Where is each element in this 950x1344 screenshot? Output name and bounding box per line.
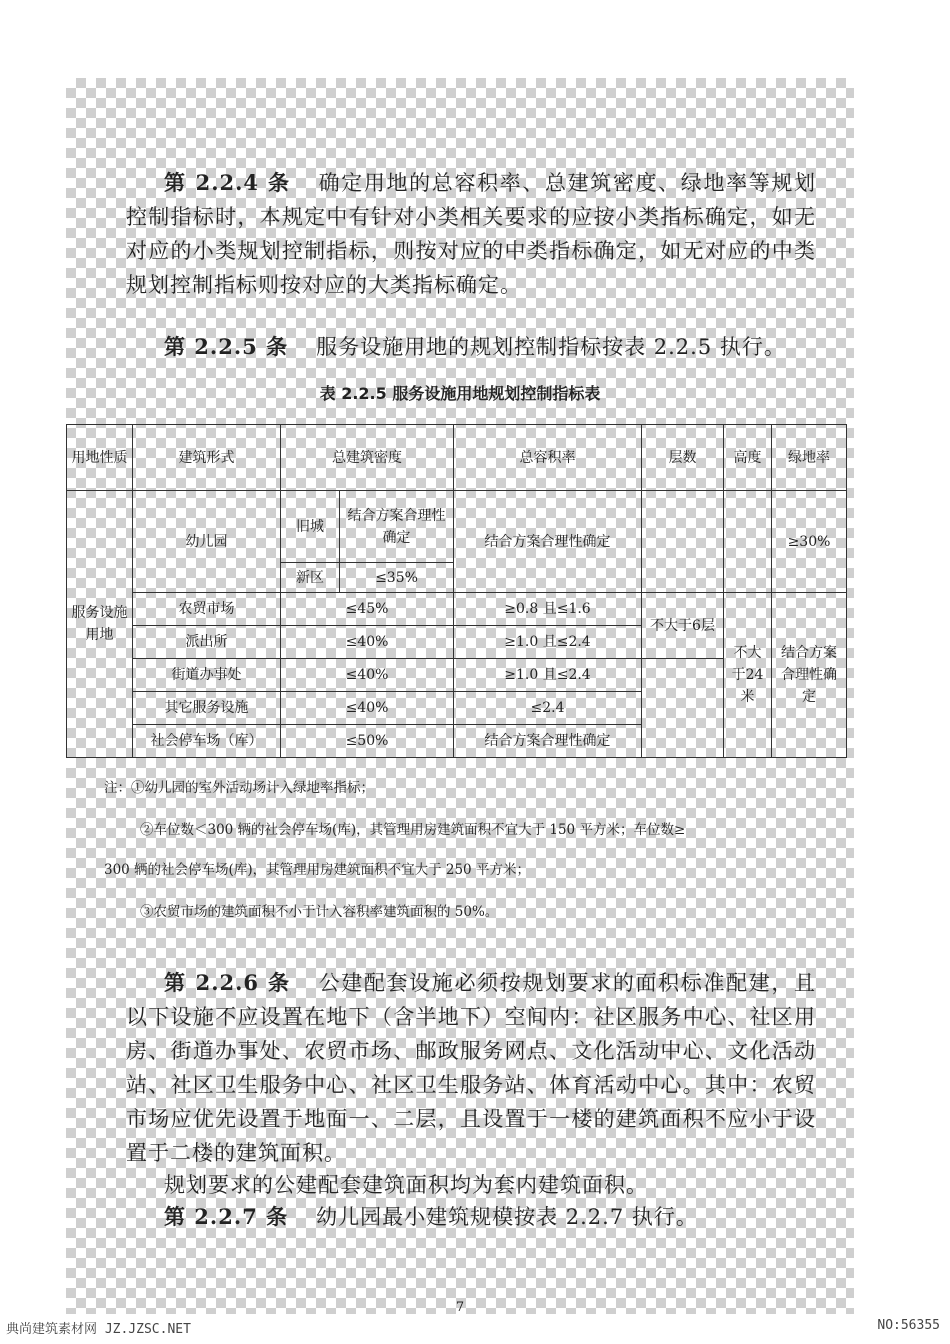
floors-value: 不大于6层 — [642, 593, 724, 659]
facility-density: ≤45% — [281, 593, 454, 626]
floors-empty — [642, 659, 724, 758]
article-2-2-5 — [126, 330, 816, 364]
document-page — [66, 78, 854, 1314]
header-height: 高度 — [724, 425, 772, 491]
header-density: 总建筑密度 — [281, 425, 454, 491]
article-text: 幼儿园最小建筑规模按表 2.2.7 执行。 — [316, 1205, 698, 1229]
height-value: 不大于24米 — [724, 593, 772, 758]
green-value: 结合方案合理性确定 — [772, 593, 847, 758]
article-2-2-6 — [126, 966, 816, 1170]
header-far: 总容积率 — [454, 425, 642, 491]
new-area-density: ≤35% — [340, 563, 454, 593]
article-text: 服务设施用地的规划控制指标按表 2.2.5 执行。 — [316, 335, 786, 359]
facility-name: 社会停车场（库） — [133, 725, 281, 758]
old-city-label: 旧城 — [281, 491, 340, 563]
facility-name: 派出所 — [133, 626, 281, 659]
article-number: 第 2.2.4 条 — [164, 170, 291, 195]
article-2-2-7 — [126, 1200, 816, 1234]
kindergarten-floors — [642, 491, 724, 593]
facility-density: ≤40% — [281, 626, 454, 659]
page-number: 7 — [455, 1300, 465, 1315]
kindergarten-green: ≥30% — [772, 491, 847, 593]
article-text: 公建配套设施必须按规划要求的面积标准配建，且以下设施不应设置在地下（含半地下）空间内：社区服务中心、社区用房、街道办事处、农贸市场、邮政服务网点、文化活动中心、文化活动站、社区卫生服务中心、社区卫生服务站、体育活动中心。其中：农贸市场应优先设置于地面一、二层，且设置于一楼的建筑面积不应小于设置于二楼的建筑面积。 — [126, 971, 816, 1165]
header-green: 绿地率 — [772, 425, 847, 491]
facility-far: ≥1.0 且≤2.4 — [454, 659, 642, 692]
note-2: ②车位数＜300 辆的社会停车场(库)，其管理用房建筑面积不宜大于 150 平方米；车位数≥ — [140, 822, 686, 838]
old-city-density: 结合方案合理性确定 — [340, 491, 454, 563]
note-1: 注：①幼儿园的室外活动场计入绿地率指标； — [104, 780, 374, 796]
facility-far: ≥0.8 且≤1.6 — [454, 593, 642, 626]
note-2-cont: 300 辆的社会停车场(库)，其管理用房建筑面积不宜大于 250 平方米； — [104, 862, 530, 878]
facility-name: 其它服务设施 — [133, 692, 281, 725]
facility-density: ≤40% — [281, 659, 454, 692]
control-index-table — [66, 424, 847, 758]
new-area-label: 新区 — [281, 563, 340, 593]
article-text: 确定用地的总容积率、总建筑密度、绿地率等规划控制指标时，本规定中有针对小类相关要求的应按小类指标确定，如无对应的小类规划控制指标，则按对应的中类指标确定，如无对应的中类规划控制指标则按对应的大类指标确定。 — [126, 171, 816, 297]
article-number: 第 2.2.5 条 — [164, 334, 289, 359]
table-header-row — [67, 425, 847, 491]
header-building-form: 建筑形式 — [133, 425, 281, 491]
facility-name: 农贸市场 — [133, 593, 281, 626]
header-floors: 层数 — [642, 425, 724, 491]
facility-name: 街道办事处 — [133, 659, 281, 692]
article-2-2-4 — [126, 166, 816, 302]
facility-far: 结合方案合理性确定 — [454, 725, 642, 758]
table-row — [67, 593, 847, 626]
facility-density: ≤50% — [281, 725, 454, 758]
table-row — [67, 491, 847, 563]
header-land-use: 用地性质 — [67, 425, 133, 491]
footer-watermark-right: NO:56355 — [877, 1318, 940, 1333]
table-caption: 表 2.2.5 服务设施用地规划控制指标表 — [319, 384, 601, 403]
footer-watermark-left: 典尚建筑素材网 JZ.JZSC.NET — [6, 1322, 191, 1337]
facility-far: ≥1.0 且≤2.4 — [454, 626, 642, 659]
kindergarten-far: 结合方案合理性确定 — [454, 491, 642, 593]
facility-far: ≤2.4 — [454, 692, 642, 725]
kindergarten-name: 幼儿园 — [133, 491, 281, 593]
facility-density: ≤40% — [281, 692, 454, 725]
article-2-2-6-extra: 规划要求的公建配套建筑面积均为套内建筑面积。 — [164, 1173, 648, 1197]
land-use-cell: 服务设施用地 — [67, 491, 133, 758]
kindergarten-height — [724, 491, 772, 593]
article-number: 第 2.2.6 条 — [164, 970, 291, 995]
article-number: 第 2.2.7 条 — [164, 1204, 289, 1229]
note-3: ③农贸市场的建筑面积不小于计入容积率建筑面积的 50%。 — [140, 904, 499, 920]
